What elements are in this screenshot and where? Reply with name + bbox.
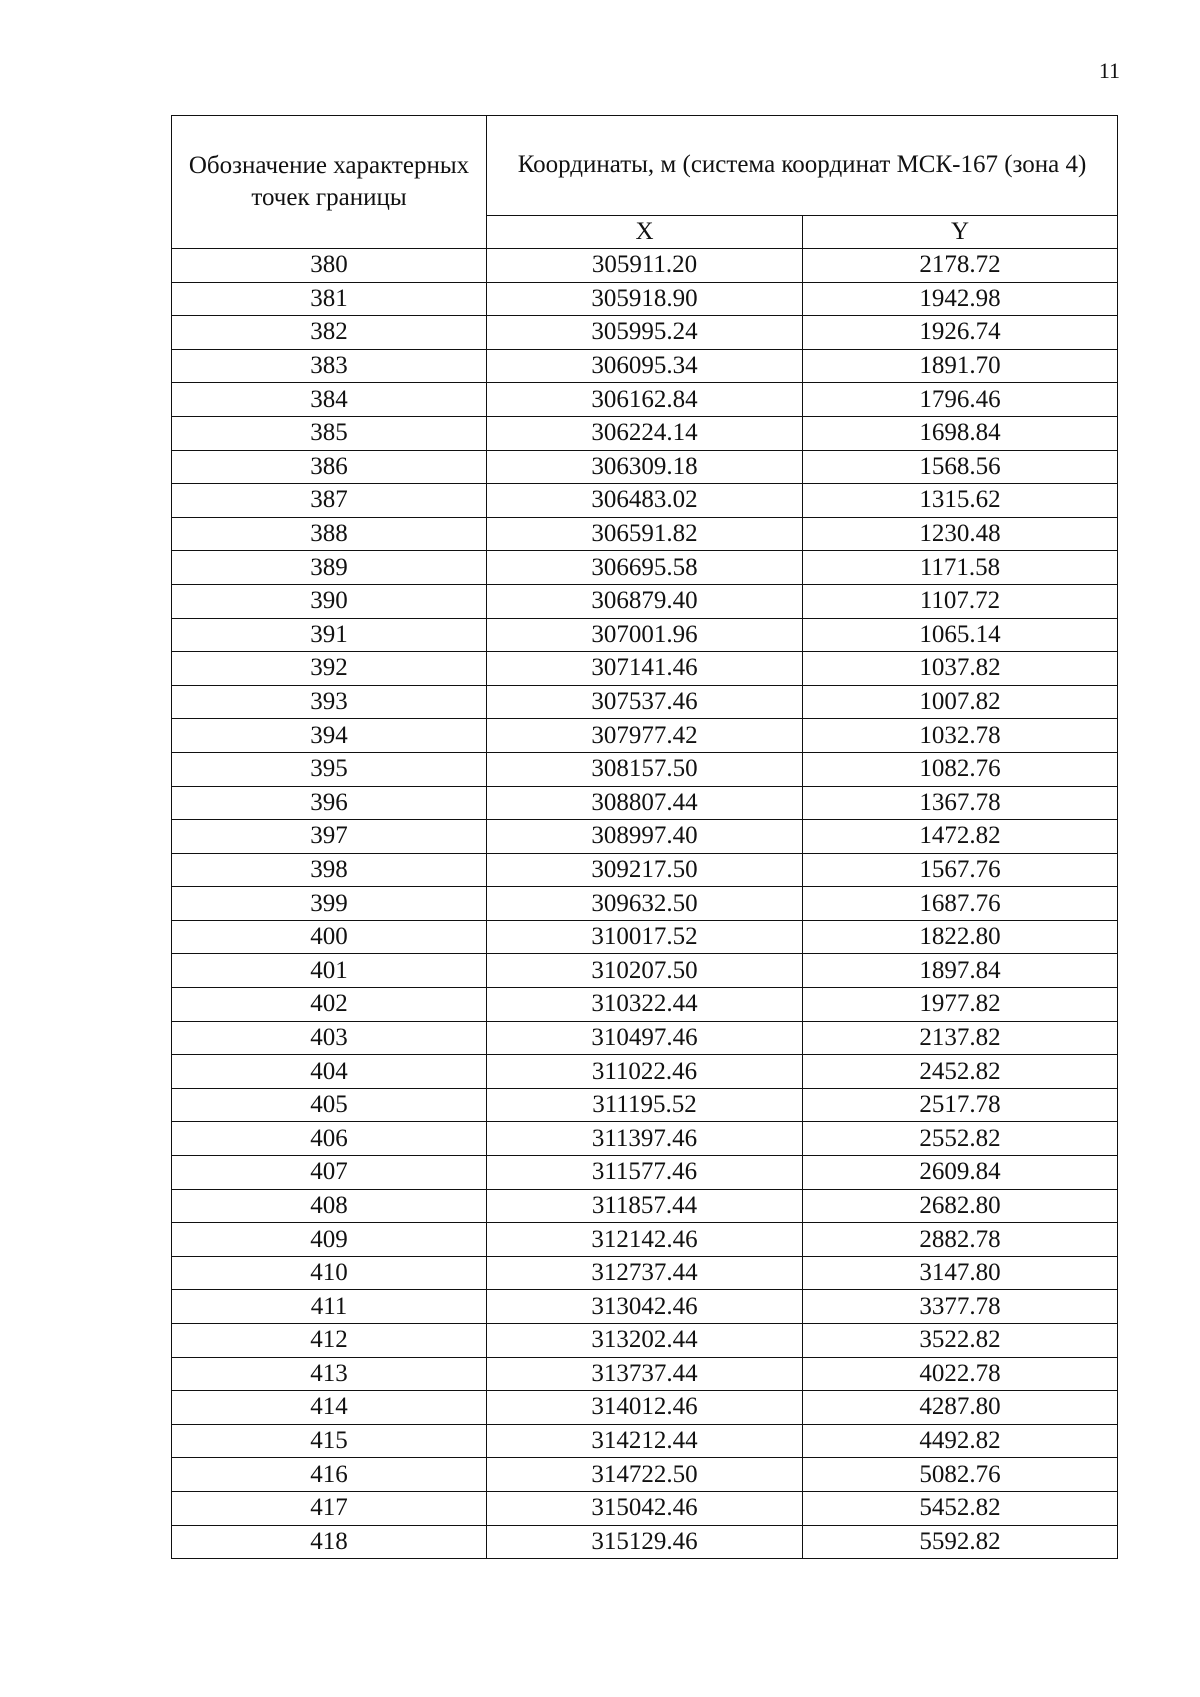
x-coordinate-cell: 306095.34: [487, 349, 803, 383]
y-coordinate-cell: 1567.76: [803, 853, 1118, 887]
x-coordinate-cell: 305918.90: [487, 282, 803, 316]
y-coordinate-cell: 1472.82: [803, 820, 1118, 854]
y-coordinate-cell: 2452.82: [803, 1055, 1118, 1089]
point-id-cell: 417: [172, 1491, 487, 1525]
y-coordinate-cell: 5082.76: [803, 1458, 1118, 1492]
x-coordinate-cell: 310017.52: [487, 920, 803, 954]
point-id-cell: 383: [172, 349, 487, 383]
y-coordinate-cell: 1687.76: [803, 887, 1118, 921]
x-coordinate-cell: 311857.44: [487, 1189, 803, 1223]
table-row: [172, 1189, 1118, 1223]
y-coordinate-cell: 1230.48: [803, 517, 1118, 551]
table-row: [172, 282, 1118, 316]
coordinates-table: [171, 115, 1118, 1559]
x-coordinate-cell: 307977.42: [487, 719, 803, 753]
point-id-cell: 381: [172, 282, 487, 316]
y-coordinate-cell: 1107.72: [803, 584, 1118, 618]
point-id-cell: 415: [172, 1424, 487, 1458]
x-coordinate-cell: 306879.40: [487, 584, 803, 618]
y-coordinate-cell: 1367.78: [803, 786, 1118, 820]
y-coordinate-cell: 1698.84: [803, 416, 1118, 450]
y-coordinate-cell: 1568.56: [803, 450, 1118, 484]
point-id-cell: 380: [172, 249, 487, 283]
table-body: [172, 249, 1118, 1559]
y-coordinate-cell: 4287.80: [803, 1391, 1118, 1425]
y-coordinate-cell: 3377.78: [803, 1290, 1118, 1324]
x-coordinate-cell: 311195.52: [487, 1088, 803, 1122]
y-coordinate-cell: 1082.76: [803, 752, 1118, 786]
table-row: [172, 1088, 1118, 1122]
y-coordinate-cell: 1171.58: [803, 551, 1118, 585]
table-row: [172, 1055, 1118, 1089]
table-row: [172, 416, 1118, 450]
point-id-cell: 418: [172, 1525, 487, 1559]
x-coordinate-cell: 311577.46: [487, 1156, 803, 1190]
x-coordinate-cell: 306483.02: [487, 484, 803, 518]
point-id-cell: 386: [172, 450, 487, 484]
point-id-cell: 405: [172, 1088, 487, 1122]
table-row: [172, 1458, 1118, 1492]
point-id-cell: 403: [172, 1021, 487, 1055]
y-coordinate-cell: 1315.62: [803, 484, 1118, 518]
point-id-cell: 384: [172, 383, 487, 417]
table-row: [172, 551, 1118, 585]
table-row: [172, 1256, 1118, 1290]
point-id-cell: 414: [172, 1391, 487, 1425]
table-row: [172, 450, 1118, 484]
x-coordinate-cell: 305995.24: [487, 316, 803, 350]
y-coordinate-cell: 1032.78: [803, 719, 1118, 753]
point-id-cell: 398: [172, 853, 487, 887]
y-coordinate-cell: 1942.98: [803, 282, 1118, 316]
table-row: [172, 719, 1118, 753]
y-coordinate-cell: 2882.78: [803, 1223, 1118, 1257]
table-row: [172, 1525, 1118, 1559]
y-coordinate-cell: 2517.78: [803, 1088, 1118, 1122]
y-coordinate-cell: 5592.82: [803, 1525, 1118, 1559]
x-coordinate-cell: 305911.20: [487, 249, 803, 283]
x-coordinate-cell: 314012.46: [487, 1391, 803, 1425]
x-coordinate-cell: 313202.44: [487, 1324, 803, 1358]
x-coordinate-cell: 306309.18: [487, 450, 803, 484]
x-coordinate-cell: 309632.50: [487, 887, 803, 921]
point-id-cell: 412: [172, 1324, 487, 1358]
x-coordinate-cell: 306695.58: [487, 551, 803, 585]
table-row: [172, 920, 1118, 954]
table-row: [172, 887, 1118, 921]
point-id-cell: 393: [172, 685, 487, 719]
y-coordinate-cell: 1796.46: [803, 383, 1118, 417]
table-row: [172, 954, 1118, 988]
table-row: [172, 249, 1118, 283]
header-coordinates: Координаты, м (система координат МСК-167 (зона 4): [487, 116, 1118, 216]
table-row: [172, 786, 1118, 820]
table-row: [172, 1021, 1118, 1055]
point-id-cell: 406: [172, 1122, 487, 1156]
table-row: [172, 1290, 1118, 1324]
point-id-cell: 407: [172, 1156, 487, 1190]
point-id-cell: 382: [172, 316, 487, 350]
table-row: [172, 1122, 1118, 1156]
page-number: 11: [1098, 58, 1120, 83]
y-coordinate-cell: 1037.82: [803, 652, 1118, 686]
table-row: [172, 349, 1118, 383]
table-row: [172, 1357, 1118, 1391]
point-id-cell: 391: [172, 618, 487, 652]
point-id-cell: 400: [172, 920, 487, 954]
point-id-cell: 408: [172, 1189, 487, 1223]
y-coordinate-cell: 5452.82: [803, 1491, 1118, 1525]
table-row: [172, 1156, 1118, 1190]
point-id-cell: 410: [172, 1256, 487, 1290]
y-coordinate-cell: 4492.82: [803, 1424, 1118, 1458]
x-coordinate-cell: 310207.50: [487, 954, 803, 988]
x-coordinate-cell: 314722.50: [487, 1458, 803, 1492]
point-id-cell: 390: [172, 584, 487, 618]
table-row: [172, 517, 1118, 551]
x-coordinate-cell: 307537.46: [487, 685, 803, 719]
y-coordinate-cell: 1926.74: [803, 316, 1118, 350]
x-coordinate-cell: 315042.46: [487, 1491, 803, 1525]
table-row: [172, 652, 1118, 686]
y-coordinate-cell: 1007.82: [803, 685, 1118, 719]
x-coordinate-cell: 311397.46: [487, 1122, 803, 1156]
y-coordinate-cell: 2137.82: [803, 1021, 1118, 1055]
table-row: [172, 1391, 1118, 1425]
table-row: [172, 685, 1118, 719]
point-id-cell: 413: [172, 1357, 487, 1391]
table-row: [172, 484, 1118, 518]
point-id-cell: 395: [172, 752, 487, 786]
table-row: [172, 1491, 1118, 1525]
point-id-cell: 389: [172, 551, 487, 585]
point-id-cell: 388: [172, 517, 487, 551]
point-id-cell: 416: [172, 1458, 487, 1492]
point-id-cell: 387: [172, 484, 487, 518]
table-row: [172, 316, 1118, 350]
table-row: [172, 752, 1118, 786]
y-coordinate-cell: 2178.72: [803, 249, 1118, 283]
y-coordinate-cell: 1065.14: [803, 618, 1118, 652]
point-id-cell: 409: [172, 1223, 487, 1257]
x-coordinate-cell: 310322.44: [487, 988, 803, 1022]
table-row: [172, 1324, 1118, 1358]
x-coordinate-cell: 313042.46: [487, 1290, 803, 1324]
y-coordinate-cell: 4022.78: [803, 1357, 1118, 1391]
point-id-cell: 401: [172, 954, 487, 988]
y-coordinate-cell: 2609.84: [803, 1156, 1118, 1190]
y-coordinate-cell: 1891.70: [803, 349, 1118, 383]
point-id-cell: 411: [172, 1290, 487, 1324]
point-id-cell: 397: [172, 820, 487, 854]
y-coordinate-cell: 1977.82: [803, 988, 1118, 1022]
header-designation: Обозначение характерных точек границы: [172, 116, 487, 249]
x-coordinate-cell: 306591.82: [487, 517, 803, 551]
table-row: [172, 1223, 1118, 1257]
x-coordinate-cell: 310497.46: [487, 1021, 803, 1055]
x-coordinate-cell: 308807.44: [487, 786, 803, 820]
point-id-cell: 394: [172, 719, 487, 753]
point-id-cell: 392: [172, 652, 487, 686]
table-row: [172, 988, 1118, 1022]
x-coordinate-cell: 312142.46: [487, 1223, 803, 1257]
x-coordinate-cell: 315129.46: [487, 1525, 803, 1559]
x-coordinate-cell: 308997.40: [487, 820, 803, 854]
table-row: [172, 1424, 1118, 1458]
table-row: [172, 853, 1118, 887]
y-coordinate-cell: 3147.80: [803, 1256, 1118, 1290]
point-id-cell: 402: [172, 988, 487, 1022]
x-coordinate-cell: 314212.44: [487, 1424, 803, 1458]
header-x: X: [487, 215, 803, 248]
x-coordinate-cell: 313737.44: [487, 1357, 803, 1391]
y-coordinate-cell: 1897.84: [803, 954, 1118, 988]
y-coordinate-cell: 2682.80: [803, 1189, 1118, 1223]
point-id-cell: 399: [172, 887, 487, 921]
y-coordinate-cell: 3522.82: [803, 1324, 1118, 1358]
header-y: Y: [803, 215, 1118, 248]
point-id-cell: 396: [172, 786, 487, 820]
x-coordinate-cell: 308157.50: [487, 752, 803, 786]
x-coordinate-cell: 307141.46: [487, 652, 803, 686]
table-row: [172, 584, 1118, 618]
table-row: [172, 618, 1118, 652]
y-coordinate-cell: 2552.82: [803, 1122, 1118, 1156]
y-coordinate-cell: 1822.80: [803, 920, 1118, 954]
point-id-cell: 404: [172, 1055, 487, 1089]
x-coordinate-cell: 312737.44: [487, 1256, 803, 1290]
x-coordinate-cell: 306224.14: [487, 416, 803, 450]
x-coordinate-cell: 309217.50: [487, 853, 803, 887]
x-coordinate-cell: 306162.84: [487, 383, 803, 417]
point-id-cell: 385: [172, 416, 487, 450]
x-coordinate-cell: 307001.96: [487, 618, 803, 652]
x-coordinate-cell: 311022.46: [487, 1055, 803, 1089]
table-row: [172, 820, 1118, 854]
table-row: [172, 383, 1118, 417]
